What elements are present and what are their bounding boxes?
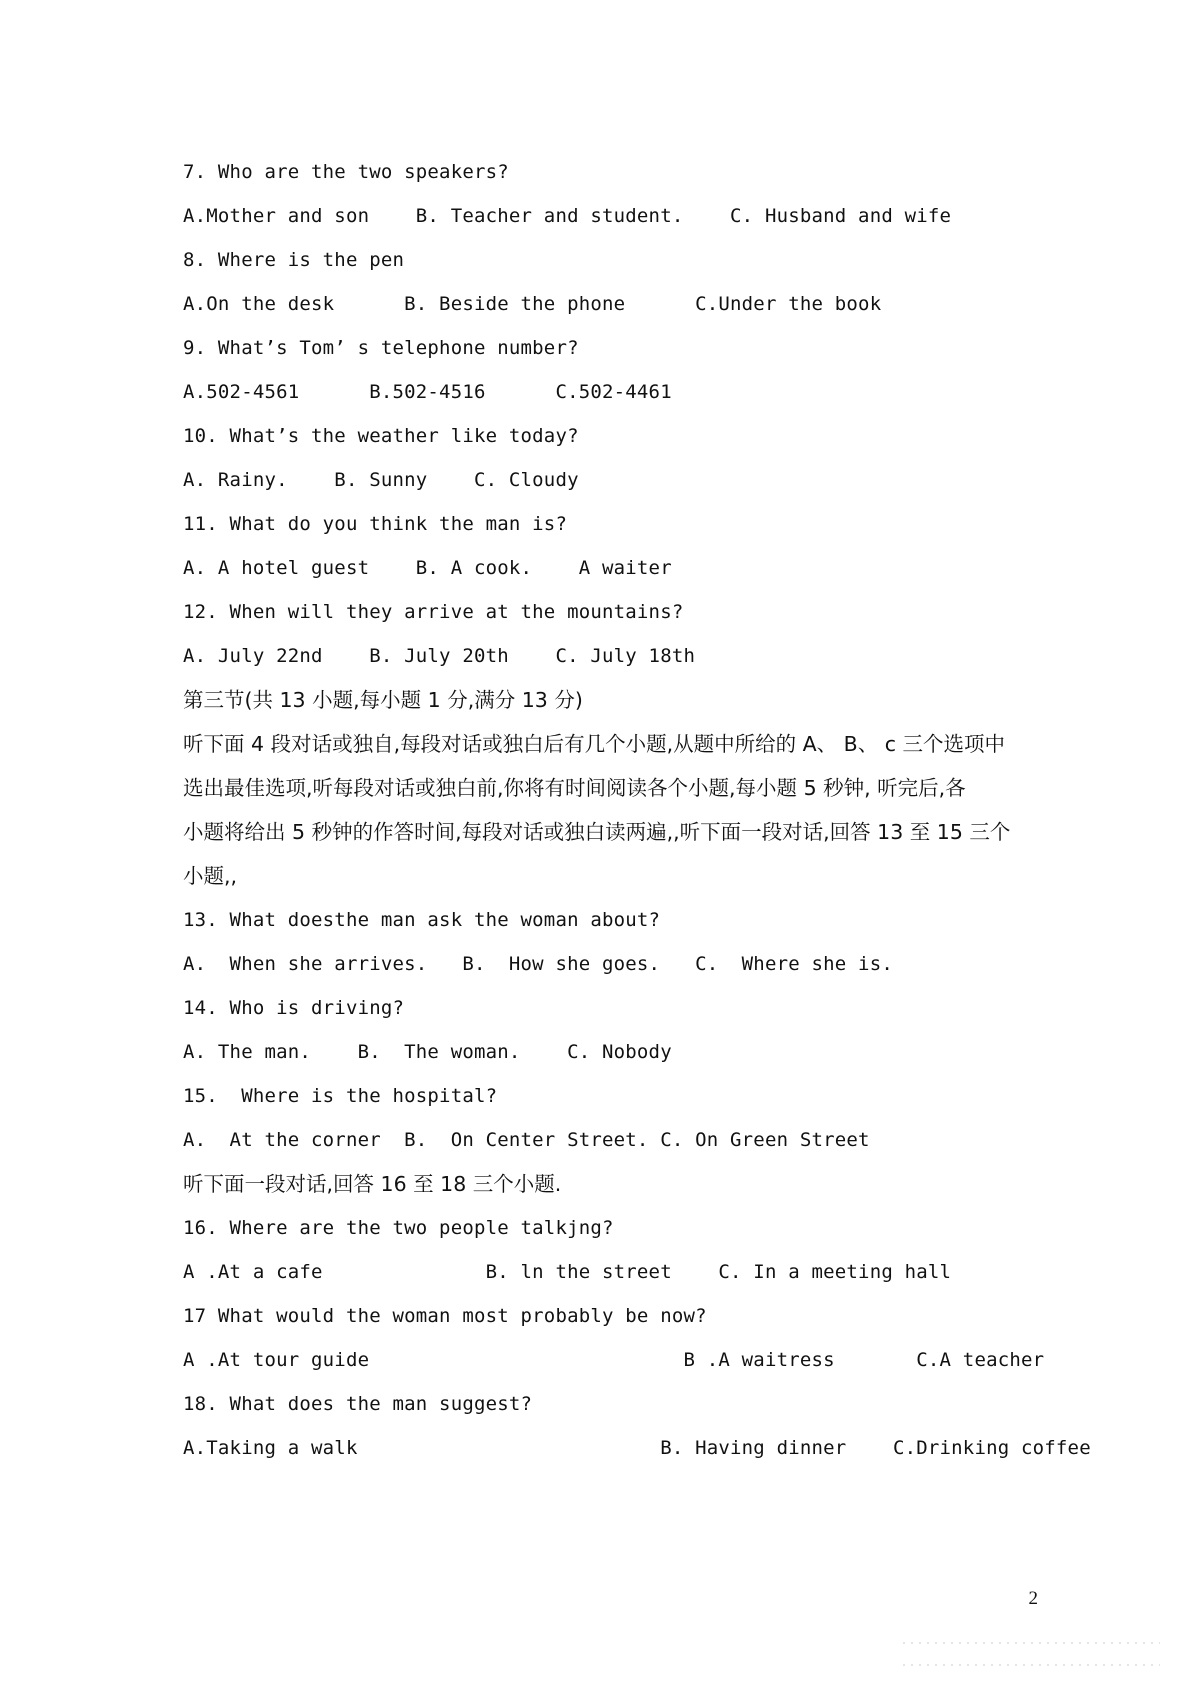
question-12-options: A. July 22nd B. July 20th C. July 18th: [183, 645, 696, 667]
question-17-options: A .At tour guide B .A waitress C.A teacher: [183, 1349, 1045, 1371]
question-15: 15. Where is the hospital?: [183, 1085, 498, 1107]
corner-watermark-dots: [900, 1632, 1160, 1677]
question-15-options: A. At the corner B. On Center Street. C. On Green Street: [183, 1129, 870, 1151]
section-instructions-line-3: 小题将给出 5 秒钟的作答时间,每段对话或独白读两遍,,听下面一段对话,回答 13 至 15 三个: [183, 820, 1011, 844]
question-10-options: A. Rainy. B. Sunny C. Cloudy: [183, 469, 579, 491]
question-13: 13. What doesthe man ask the woman about?: [183, 909, 661, 931]
question-18: 18. What does the man suggest?: [183, 1393, 533, 1415]
section-instructions-line-1: 听下面 4 段对话或独自,每段对话或独白后有几个小题,从题中所给的 A、 B、 c 三个选项中: [183, 732, 1006, 756]
question-8: 8. Where is the pen: [183, 249, 405, 271]
question-13-options: A. When she arrives. B. How she goes. C. Where she is.: [183, 953, 893, 975]
section-instructions-line-4: 小题,,: [183, 864, 238, 888]
question-7-options: A.Mother and son B. Teacher and student. C. Husband and wife: [183, 205, 952, 227]
dialogue-instruction: 听下面一段对话,回答 16 至 18 三个小题.: [183, 1172, 562, 1196]
section-instructions-line-2: 选出最佳选项,听每段对话或独白前,你将有时间阅读各个小题,每小题 5 秒钟, 听完后,各: [183, 776, 966, 800]
question-17: 17 What would the woman most probably be now?: [183, 1305, 707, 1327]
question-7: 7. Who are the two speakers?: [183, 161, 509, 183]
question-18-options: A.Taking a walk B. Having dinner C.Drinking coffee: [183, 1437, 1091, 1459]
section-three-heading: 第三节(共 13 小题,每小题 1 分,满分 13 分): [183, 688, 583, 712]
question-14: 14. Who is driving?: [183, 997, 405, 1019]
question-9: 9. What’s Tom’ s telephone number?: [183, 337, 579, 359]
question-10: 10. What’s the weather like today?: [183, 425, 579, 447]
question-16: 16. Where are the two people talkjng?: [183, 1217, 614, 1239]
question-16-options: A .At a cafe B. ln the street C. In a meeting hall: [183, 1261, 952, 1283]
question-8-options: A.On the desk B. Beside the phone C.Under the book: [183, 293, 882, 315]
page-number: 2: [1028, 1588, 1038, 1609]
question-12: 12. When will they arrive at the mountains?: [183, 601, 684, 623]
question-11: 11. What do you think the man is?: [183, 513, 568, 535]
question-9-options: A.502-4561 B.502-4516 C.502-4461: [183, 381, 672, 403]
question-14-options: A. The man. B. The woman. C. Nobody: [183, 1041, 672, 1063]
question-11-options: A. A hotel guest B. A cook. A waiter: [183, 557, 672, 579]
